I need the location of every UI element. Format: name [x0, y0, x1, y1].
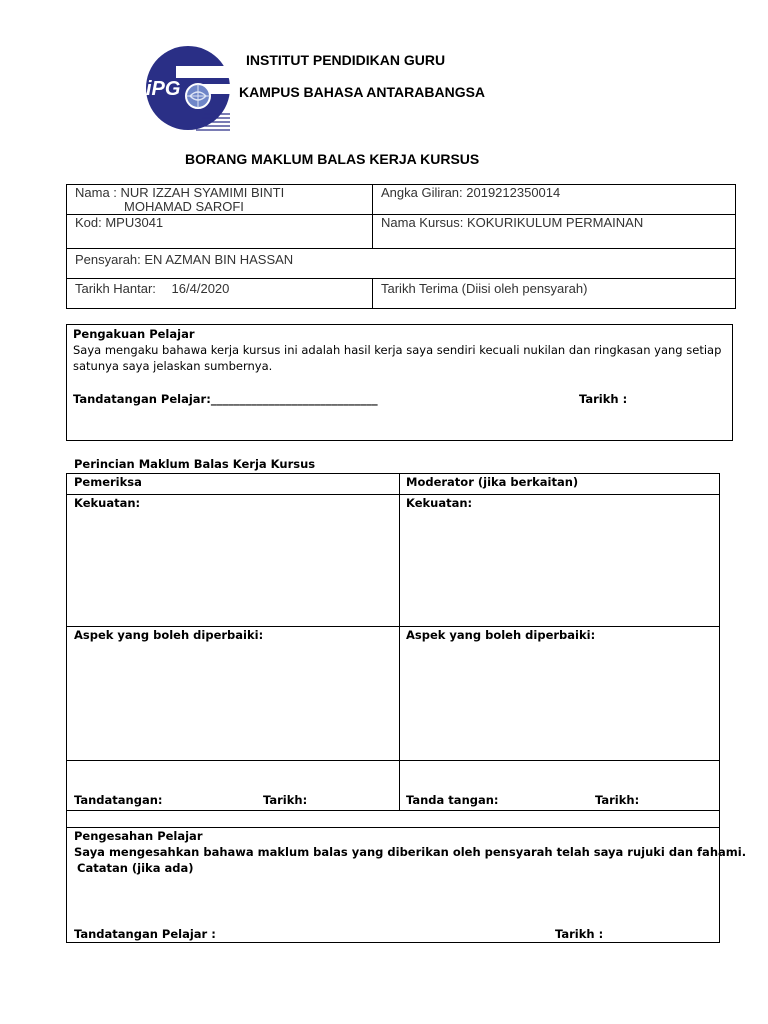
tarikh-terima-field: Tarikh Terima (Diisi oleh pensyarah) [373, 279, 736, 309]
moderator-header [400, 474, 720, 495]
pengakuan-line2: satunya saya jelaskan sumbernya. [73, 359, 273, 373]
name-field: Nama : NUR IZZAH SYAMIMI BINTI [75, 185, 285, 200]
name-cell [67, 185, 373, 215]
signature-moderator-cell[interactable] [400, 761, 720, 811]
pengakuan-title: Pengakuan Pelajar [73, 327, 195, 341]
pengesahan-line1: Saya mengesahkan bahawa maklum balas yang diberikan oleh pensyarah telah saya rujuki dan fahami. [74, 845, 747, 859]
perincian-title: Perincian Maklum Balas Kerja Kursus [74, 457, 316, 471]
pengakuan-box [66, 324, 733, 441]
pengakuan-tarikh: Tarikh : [579, 392, 628, 406]
tarikh-moderator-label: Tarikh: [595, 793, 640, 807]
name-field-line2: MOHAMAD SAROFI [124, 199, 244, 214]
pensyarah-field: Pensyarah: EN AZMAN BIN HASSAN [67, 249, 736, 279]
pengesahan-tarikh: Tarikh : [555, 927, 604, 941]
pengakuan-line1: Saya mengaku bahawa kerja kursus ini adalah hasil kerja saya sendiri kecuali nukilan dan ringkasan yang setiap [73, 343, 722, 357]
kekuatan-pemeriksa-label: Kekuatan: [74, 496, 141, 510]
institute-name: INSTITUT PENDIDIKAN GURU [246, 52, 446, 68]
tarikh-hantar-cell [67, 279, 373, 309]
tarikh-hantar-value: 16/4/2020 [171, 281, 230, 296]
student-info-table [66, 184, 736, 309]
pengakuan-signature: Tandatangan Pelajar:_____________________________ [73, 392, 378, 406]
tarikh-pemeriksa-label: Tarikh: [263, 793, 308, 807]
pengesahan-signature: Tandatangan Pelajar : [74, 927, 216, 941]
tarikh-hantar-label: Tarikh Hantar: [75, 281, 156, 296]
spacer-row [67, 811, 720, 828]
feedback-table [66, 473, 747, 943]
tandatangan-moderator-label: Tanda tangan: [406, 793, 499, 807]
pemeriksa-label: Pemeriksa [74, 475, 142, 489]
aspek-moderator-cell[interactable] [400, 627, 720, 761]
ipg-logo [146, 44, 230, 132]
campus-name: KAMPUS BAHASA ANTARABANGSA [239, 84, 486, 100]
tandatangan-pemeriksa-label: Tandatangan: [74, 793, 163, 807]
moderator-label: Moderator (jika berkaitan) [406, 475, 579, 489]
kekuatan-pemeriksa-cell[interactable] [67, 495, 400, 627]
form-title: BORANG MAKLUM BALAS KERJA KURSUS [185, 151, 480, 167]
pengesahan-cell[interactable] [67, 828, 747, 943]
signature-pemeriksa-cell[interactable] [67, 761, 400, 811]
nama-kursus-field: Nama Kursus: KOKURIKULUM PERMAINAN [373, 215, 736, 249]
angka-giliran-field: Angka Giliran: 2019212350014 [373, 185, 736, 215]
pemeriksa-header [67, 474, 400, 495]
aspek-pemeriksa-label: Aspek yang boleh diperbaiki: [74, 628, 264, 642]
aspek-moderator-label: Aspek yang boleh diperbaiki: [406, 628, 596, 642]
kekuatan-moderator-label: Kekuatan: [406, 496, 473, 510]
kod-field: Kod: MPU3041 [67, 215, 373, 249]
aspek-pemeriksa-cell[interactable] [67, 627, 400, 761]
catatan-label: Catatan (jika ada) [77, 861, 194, 875]
pengesahan-title: Pengesahan Pelajar [74, 829, 203, 843]
kekuatan-moderator-cell[interactable] [400, 495, 720, 627]
ipg-logo-text: iPG [146, 78, 181, 100]
